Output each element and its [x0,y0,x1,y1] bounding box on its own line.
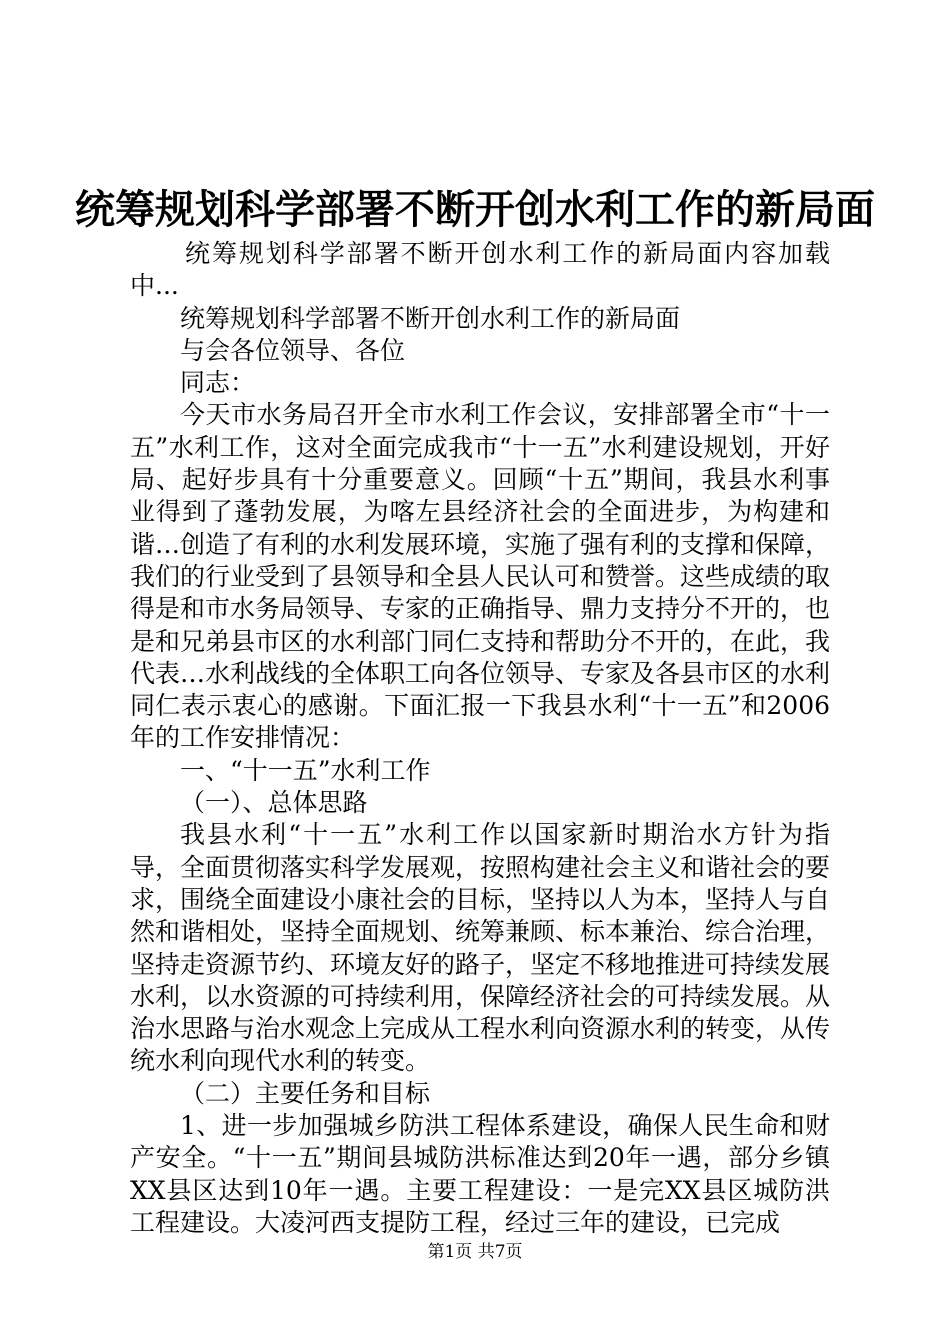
body-paragraph: 1、进一步加强城乡防洪工程体系建设，确保人民生命和财产安全。“十一五”期间县城防洪标准达到20年一遇，部分乡镇XX县区达到10年一遇。主要工程建设：一是完XX县区城防洪工程建设。大凌河西支提防工程，经过三年的建设，已完成 [130,1111,830,1237]
body-paragraph: 我县水利“十一五”水利工作以国家新时期治水方针为指导，全面贯彻落实科学发展观，按照构建社会主义和谐社会的要求，围绕全面建设小康社会的目标，坚持以人为本，坚持人与自然和谐相处，坚持全面规划、统筹兼顾、标本兼治、综合治理，坚持走资源节约、环境友好的路子，坚定不移地推进可持续发展水利，以水资源的可持续利用，保障经济社会的可持续发展。从治水思路与治水观念上完成从工程水利向资源水利的转变，从传统水利向现代水利的转变。 [130,820,831,1076]
salutation-line: 与会各位领导、各位 [180,335,406,365]
intro-paragraph: 统筹规划科学部署不断开创水利工作的新局面内容加载中... [130,239,830,301]
subsection-heading: （一）、总体思路 [180,788,368,818]
document-body [130,238,830,1239]
page-footer: 第1页 共7页 [427,1242,523,1262]
subtitle-paragraph: 统筹规划科学部署不断开创水利工作的新局面 [180,303,681,333]
salutation-line: 同志： [180,368,256,398]
section-heading: 一、“十一五”水利工作 [180,755,431,785]
body-paragraph: 今天市水务局召开全市水利工作会议，安排部署全市“十一五”水利工作，这对全面完成我市“十一五”水利建设规划，开好局、起好步具有十分重要意义。回顾“十五”期间，我县水利事业得到了蓬勃发展，为喀左县经济社会的全面进步，为构建和谐…创造了有利的水利发展环境，实施了强有利的支撑和保障，我们的行业受到了县领导和全县人民认可和赞誉。这些成绩的取得是和市水务局领导、专家的正确指导、鼎力支持分不开的，也是和兄弟县市区的水利部门同仁支持和帮助分不开的，在此，我代表…水利战线的全体职工向各位领导、专家及各县市区的水利同仁表示衷心的感谢。下面汇报一下我县水利“十一五”和2006年的工作安排情况： [130,400,831,753]
subsection-heading: （二）主要任务和目标 [180,1078,431,1108]
document-title: 统筹规划科学部署不断开创水利工作的新局面 [75,186,875,233]
